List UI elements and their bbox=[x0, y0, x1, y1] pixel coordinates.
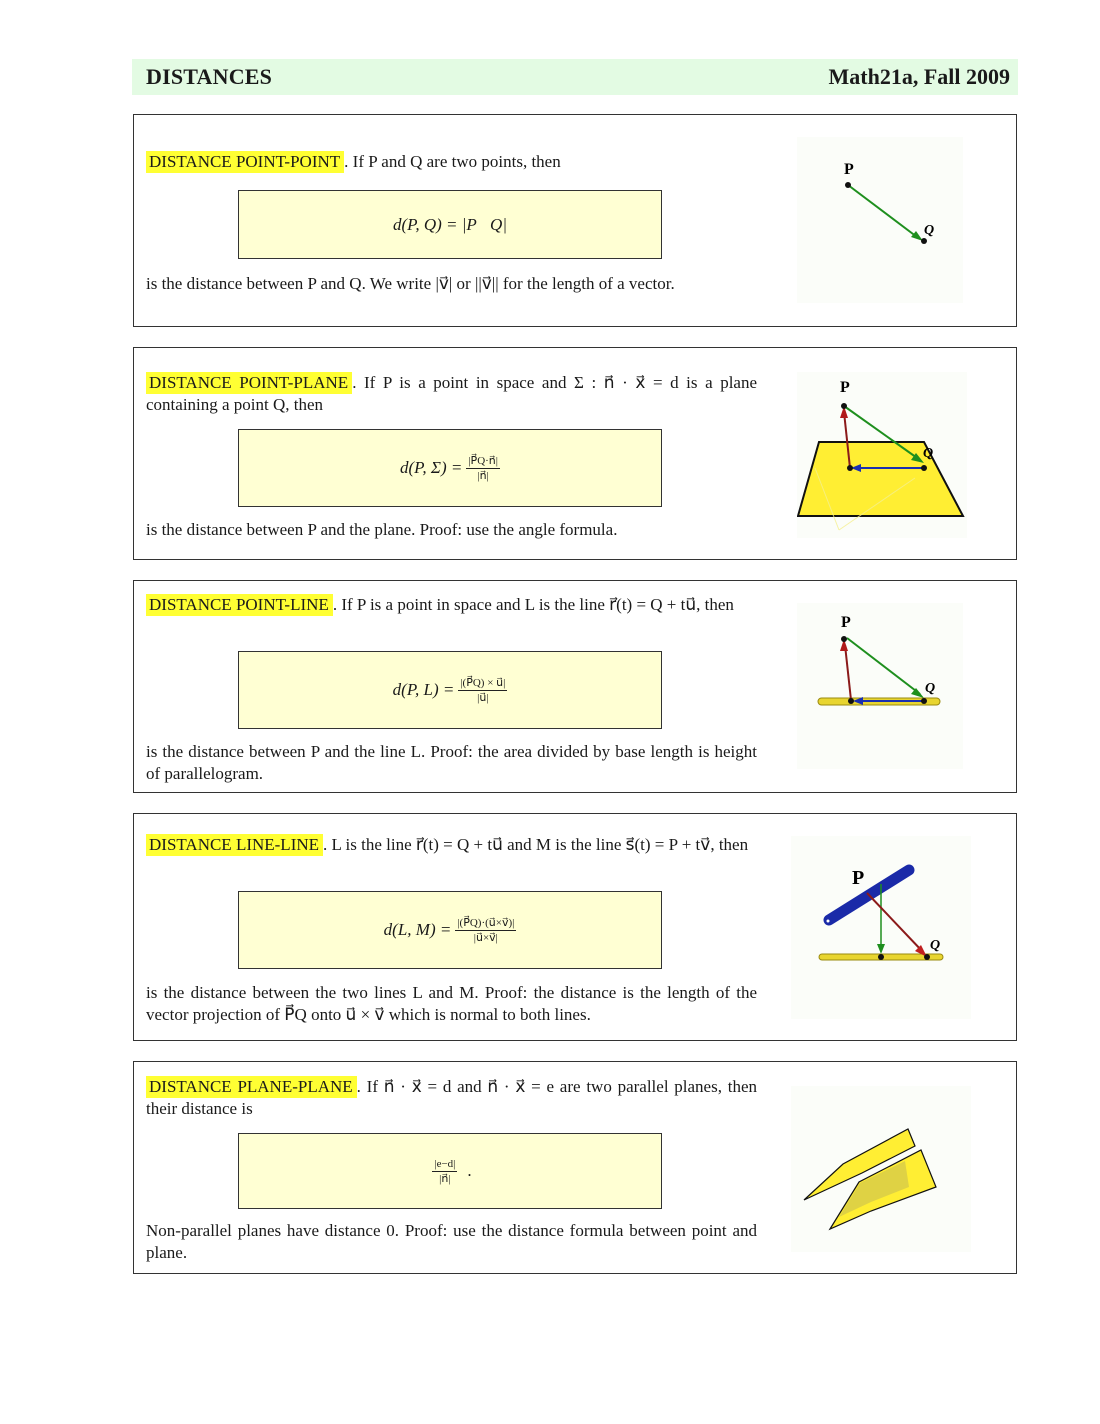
figure-point-plane bbox=[797, 372, 967, 538]
section-outro: Non-parallel planes have distance 0. Proof: use the distance formula between point and plane. bbox=[146, 1221, 757, 1262]
point-q bbox=[921, 465, 927, 471]
formula-numerator: |(P⃗Q) × u⃗| bbox=[460, 676, 506, 689]
section-label: DISTANCE LINE-LINE bbox=[146, 834, 323, 856]
section-point-line bbox=[133, 580, 1017, 793]
formula-box bbox=[238, 891, 662, 969]
formula-box bbox=[238, 429, 662, 507]
label-q: Q bbox=[923, 446, 934, 461]
formula: d(P, Q) = |P⃗Q| bbox=[393, 214, 507, 234]
formula-lhs: d(L, M) = bbox=[383, 920, 452, 939]
section-plane-plane bbox=[133, 1061, 1017, 1274]
page-title: DISTANCES bbox=[146, 64, 273, 89]
label-p: P bbox=[841, 614, 851, 631]
intro-text: . L is the line r⃗(t) = Q + tu⃗ and M is the line s⃗(t) = P + tv⃗, then bbox=[323, 835, 749, 854]
section-label: DISTANCE POINT-PLANE bbox=[146, 372, 352, 394]
formula-lhs: d(P, Σ) = bbox=[400, 458, 463, 477]
label-p: P bbox=[840, 379, 850, 396]
label-q: Q bbox=[925, 681, 936, 696]
formula-numerator: |(P⃗Q)·(u⃗×v⃗)| bbox=[457, 916, 515, 929]
perpendicular-vector bbox=[845, 645, 851, 700]
formula-box bbox=[238, 1133, 662, 1209]
vector-pq bbox=[847, 638, 920, 694]
section-outro: is the distance between P and the plane. Proof: use the angle formula. bbox=[146, 520, 618, 539]
section-label: DISTANCE POINT-POINT bbox=[146, 151, 344, 173]
formula-denominator: |u⃗| bbox=[477, 691, 489, 704]
formula-denominator: |u⃗×v⃗| bbox=[473, 931, 498, 944]
point-p bbox=[841, 403, 847, 409]
section-outro: is the distance between P and the line L. Proof: the area divided by base length is height of parallelogram. bbox=[146, 742, 757, 783]
point-q bbox=[921, 238, 927, 244]
label-p: P bbox=[844, 161, 854, 178]
point-q bbox=[921, 698, 927, 704]
figure-point-line bbox=[797, 603, 963, 769]
vector-pq bbox=[848, 185, 917, 237]
section-intro bbox=[146, 372, 757, 416]
course-label: Math21a, Fall 2009 bbox=[828, 64, 1010, 89]
foot-point bbox=[848, 698, 854, 704]
section-intro bbox=[146, 1076, 757, 1120]
vector-pq bbox=[867, 893, 923, 952]
section-point-point bbox=[133, 114, 1017, 327]
formula-fraction bbox=[458, 677, 507, 704]
intro-text: . If n⃗ · x⃗ = d and n⃗ · x⃗ = e are two parallel planes, then their distance is bbox=[146, 1077, 757, 1118]
section-intro bbox=[146, 834, 757, 856]
formula-box bbox=[238, 190, 662, 259]
section-intro bbox=[146, 594, 757, 616]
foot-point bbox=[847, 465, 853, 471]
figure-line-line bbox=[791, 836, 971, 1019]
foot-point bbox=[878, 954, 884, 960]
point-p bbox=[845, 182, 851, 188]
plane bbox=[798, 442, 963, 516]
intro-text: . If P is a point in space and Σ : n⃗ · x⃗ = d is a plane containing a point Q, then bbox=[146, 373, 758, 414]
label-q: Q bbox=[930, 938, 941, 953]
section-intro bbox=[146, 151, 757, 173]
formula-fraction bbox=[432, 1158, 457, 1185]
formula-fraction bbox=[466, 455, 500, 482]
intro-text: . If P is a point in space and L is the line r⃗(t) = Q + tu⃗, then bbox=[332, 595, 734, 614]
formula-denominator: |n⃗| bbox=[477, 469, 489, 482]
formula-denominator: |n⃗| bbox=[439, 1172, 451, 1185]
formula-tail: . bbox=[467, 1161, 472, 1180]
page-header bbox=[132, 59, 1018, 95]
intro-text: . If P and Q are two points, then bbox=[344, 152, 561, 171]
figure-plane-plane bbox=[791, 1086, 971, 1252]
label-q: Q bbox=[924, 223, 935, 238]
point-q bbox=[924, 954, 930, 960]
section-outro: is the distance between P and Q. We write |v⃗| or ||v⃗|| for the length of a vector. bbox=[146, 274, 675, 293]
section-point-plane bbox=[133, 347, 1017, 560]
section-label: DISTANCE POINT-LINE bbox=[146, 594, 333, 616]
arrowhead-icon bbox=[877, 944, 885, 954]
section-label: DISTANCE PLANE-PLANE bbox=[146, 1076, 357, 1098]
arrowhead-icon bbox=[911, 231, 923, 241]
point-p bbox=[841, 636, 847, 642]
formula-numerator: |P⃗Q·n⃗| bbox=[468, 454, 498, 467]
section-outro: is the distance between the two lines L and M. Proof: the distance is the length of the vector projection of P⃗Q onto u⃗ × v⃗ which is normal to both lines. bbox=[146, 983, 757, 1024]
figure-point-point bbox=[797, 137, 963, 303]
section-line-line bbox=[133, 813, 1017, 1041]
label-p: P bbox=[852, 867, 865, 889]
formula-lhs: d(P, L) = bbox=[392, 680, 455, 699]
formula-box bbox=[238, 651, 662, 729]
formula-fraction bbox=[455, 917, 516, 944]
formula-numerator: |e−d| bbox=[434, 1157, 456, 1170]
